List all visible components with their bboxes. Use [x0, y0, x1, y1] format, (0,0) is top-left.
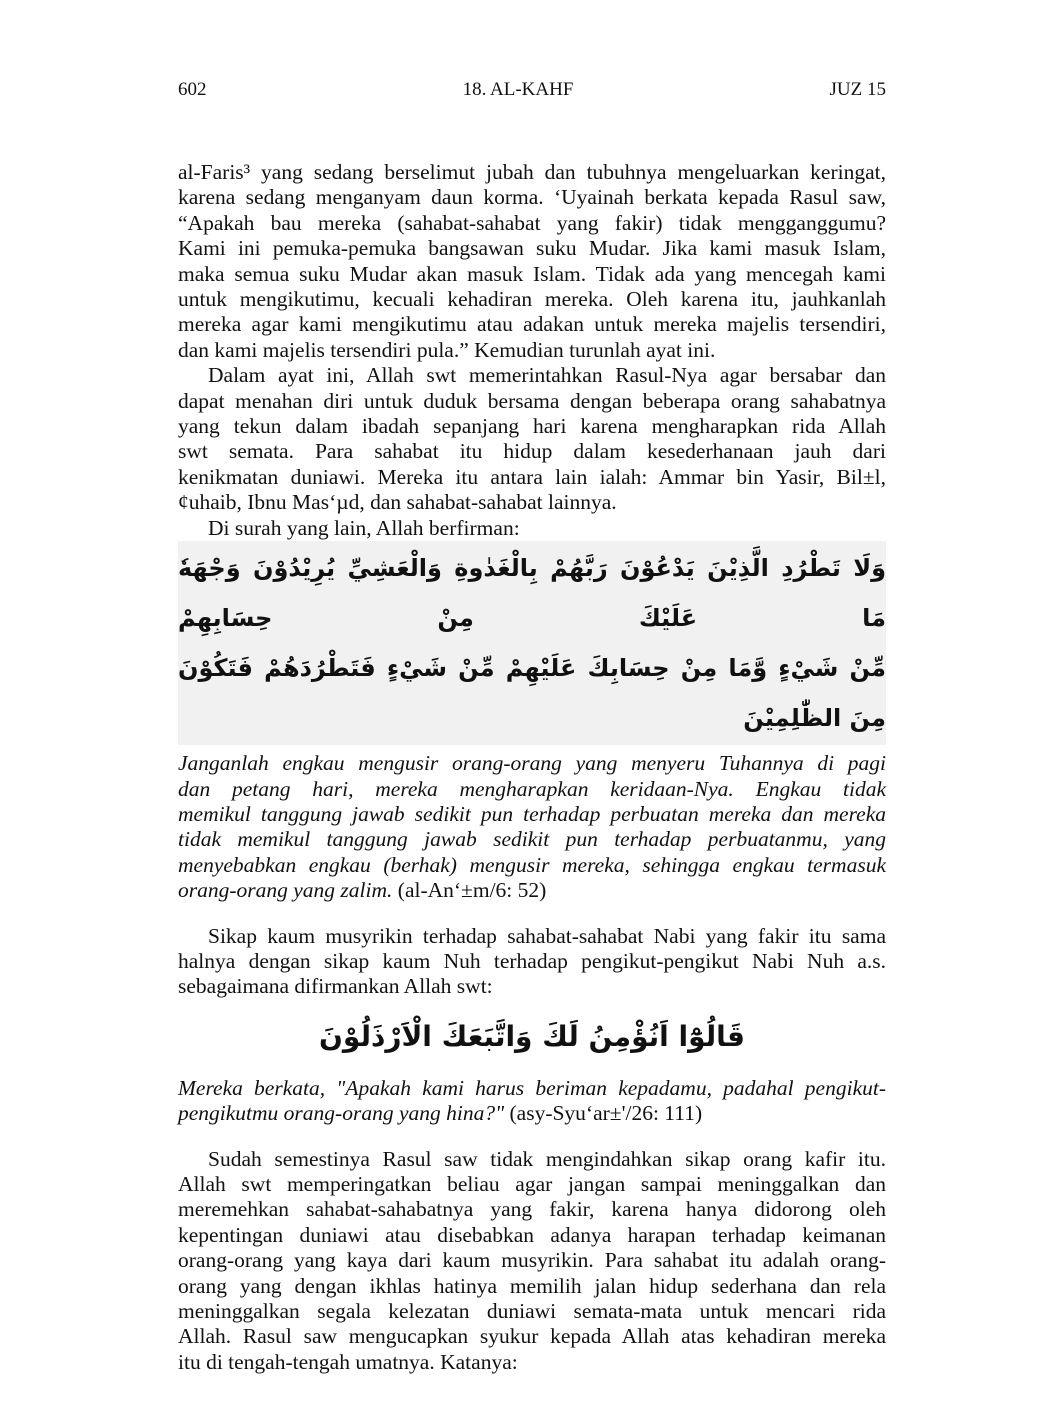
paragraph-5 [178, 1147, 886, 1376]
arabic-line: قَالُوْٓا اَنُؤْمِنُ لَكَ وَاتَّبَعَكَ الْاَرْذَلُوْنَ [318, 1019, 745, 1053]
text-line: Mereka berkata, "Apakah kami harus beriman kepadamu, padahal pengikut- [178, 1075, 886, 1100]
text-line: ¢uhaib, Ibnu Mas‘µd, dan sahabat-sahabat lainnya. [178, 490, 617, 515]
text-line: pengikutmu orang-orang yang hina?" [178, 1101, 505, 1126]
text-line: halnya dengan sikap kaum Nuh terhadap pengikut-pengikut Nabi Nuh a.s. [178, 948, 886, 973]
text-line: menyebabkan engkau (berhak) mengusir mereka, sehingga engkau termasuk [178, 852, 886, 877]
text-line: itu di tengah-tengah umatnya. Katanya: [178, 1349, 518, 1374]
paragraph-4 [178, 924, 886, 1000]
text-line: untuk mengikutimu, kecuali kehadiran mereka. Oleh karena itu, jauhkanlah [178, 287, 886, 312]
text-line: mereka agar kami mengikutimu atau adakan untuk mereka majelis tersendiri, [178, 312, 886, 337]
text-line: tidak memikul tanggung jawab sedikit pun terhadap perbuatanmu, yang [178, 827, 886, 852]
translation-1 [178, 751, 886, 903]
text-line: meremehkan sahabat-sahabatnya yang fakir, karena hanya didorong oleh [178, 1197, 886, 1222]
text-line: meninggalkan segala kelezatan duniawi semata-mata untuk mencari rida [178, 1299, 886, 1323]
text-line-with-citation [178, 1101, 886, 1126]
text-line: orang yang dengan ikhlas hatinya memilih jalan hidup sederhana dan rela [178, 1273, 886, 1298]
arabic-verse-1 [178, 541, 886, 745]
surah-title: 18. AL-KAHF [462, 79, 574, 100]
text-line: “Apakah bau mereka (sahabat-sahabat yang fakir) tidak mengganggumu? [178, 210, 886, 235]
citation: (al-An‘±m/6: 52) [397, 878, 547, 903]
text-line: memikul tanggung jawab sedikit pun terhadap perbuatan mereka dan mereka [178, 801, 886, 826]
text-line: orang-orang yang kaya dari kaum musyrikin. Para sahabat itu adalah orang- [178, 1248, 886, 1273]
text-line: Sudah semestinya Rasul saw tidak mengindahkan sikap orang kafir itu. [208, 1146, 886, 1171]
text-line: kenikmatan duniawi. Mereka itu antara lain ialah: Ammar bin Yasir, Bil±l, [178, 464, 886, 489]
juz-label: JUZ 15 [829, 79, 886, 100]
text-line: Allah swt memperingatkan beliau agar jangan sampai meninggalkan dan [178, 1171, 886, 1196]
text-line: dan petang hari, mereka mengharapkan keridaan-Nya. Engkau tidak [178, 776, 886, 801]
text-line: karena sedang menganyam daun korma. ‘Uyainah berkata kepada Rasul saw, [178, 185, 886, 210]
text-line: Allah. Rasul saw mengucapkan syukur kepada Allah atas kehadiran mereka [178, 1324, 886, 1349]
text-line: dapat menahan diri untuk duduk bersama dengan beberapa orang sahabatnya [178, 388, 886, 413]
text-line-with-citation [178, 878, 886, 903]
text-line: orang-orang yang zalim. [178, 878, 393, 903]
arabic-line: وَلَا تَطْرُدِ الَّذِيْنَ يَدْعُوْنَ رَبَّهُمْ بِالْغَدٰوةِ وَالْعَشِيِّ يُرِيْدُوْنَ وَجْهَهٗ مَا عَلَيْكَ مِنْ حِسَابِهِمْ [178, 554, 886, 633]
text-line: dan kami majelis tersendiri pula.” Kemudian turunlah ayat ini. [178, 337, 716, 362]
paragraph-1 [178, 160, 886, 541]
page-body [178, 160, 886, 1375]
text-line: Dalam ayat ini, Allah swt memerintahkan Rasul-Nya agar bersabar dan [208, 363, 886, 388]
text-line: Kami ini pemuka-pemuka bangsawan suku Mudar. Jika kami masuk Islam, [178, 236, 886, 261]
text-line: Janganlah engkau mengusir orang-orang yang menyeru Tuhannya di pagi [178, 751, 886, 776]
arabic-verse-2 [178, 1012, 886, 1062]
text-line: Sikap kaum musyrikin terhadap sahabat-sahabat Nabi yang fakir itu sama [208, 923, 886, 948]
text-line: swt semata. Para sahabat itu hidup dalam kesederhanaan jauh dari [178, 439, 886, 464]
text-line: maka semua suku Mudar akan masuk Islam. Tidak ada yang mencegah kami [178, 261, 886, 286]
text-line: Di surah yang lain, Allah berfirman: [208, 515, 520, 540]
running-header [178, 78, 886, 102]
text-line: al-Faris³ yang sedang berselimut jubah dan tubuhnya mengeluarkan keringat, [178, 160, 886, 184]
text-line: kepentingan duniawi atau disebabkan adanya harapan terhadap keimanan [178, 1222, 886, 1247]
text-line: yang tekun dalam ibadah sepanjang hari karena mengharapkan rida Allah [178, 414, 886, 439]
text-line: sebagaimana difirmankan Allah swt: [178, 974, 493, 999]
translation-2 [178, 1076, 886, 1127]
arabic-line: مِّنْ شَيْءٍ وَّمَا مِنْ حِسَابِكَ عَلَيْهِمْ مِّنْ شَيْءٍ فَتَطْرُدَهُمْ فَتَكُوْنَ مِنَ الظّٰلِمِيْنَ [178, 654, 886, 733]
page-number: 602 [178, 79, 207, 100]
citation: (asy-Syu‘ar±'/26: 111) [509, 1101, 703, 1126]
